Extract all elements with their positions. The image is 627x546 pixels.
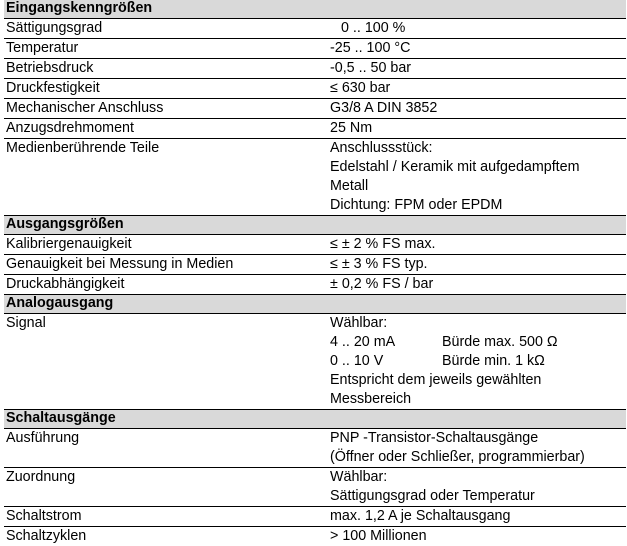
row-label: Zuordnung <box>6 469 76 485</box>
table-row <box>4 79 626 99</box>
value-line: Messbereich <box>330 391 412 407</box>
row-value: ± 0,2 % FS / bar <box>330 276 434 292</box>
row-label: Mechanischer Anschluss <box>6 100 164 116</box>
row-label: Schaltzyklen <box>6 528 87 544</box>
row-label: Schaltstrom <box>6 508 82 524</box>
row-label: Medienberührende Teile <box>6 140 160 156</box>
row-label: Druckfestigkeit <box>6 80 100 96</box>
table-row <box>4 119 626 139</box>
signal-option <box>330 333 626 352</box>
row-value: 25 Nm <box>330 120 373 136</box>
signal-load: Bürde min. 1 kΩ <box>442 353 545 369</box>
value-line: (Öffner oder Schließer, programmierbar) <box>330 449 585 465</box>
table-row <box>4 99 626 119</box>
value-line: Wählbar: <box>330 469 388 485</box>
table-row <box>4 235 626 255</box>
signal-load: Bürde max. 500 Ω <box>442 334 558 350</box>
table-row <box>4 139 626 216</box>
table-row <box>4 507 626 527</box>
row-value <box>327 429 626 467</box>
row-label: Druckabhängigkeit <box>6 276 125 292</box>
table-row <box>4 275 626 295</box>
table-row <box>4 39 626 59</box>
table-row <box>4 468 626 507</box>
row-value: ≤ ± 3 % FS typ. <box>330 256 428 272</box>
row-value <box>327 139 626 215</box>
row-label: Genauigkeit bei Messung in Medien <box>6 256 234 272</box>
row-value: -25 .. 100 °C <box>330 40 411 56</box>
row-value: -0,5 .. 50 bar <box>330 60 412 76</box>
table-row <box>4 255 626 275</box>
value-line: Entspricht dem jeweils gewählten <box>330 372 542 388</box>
row-value <box>327 314 626 409</box>
table-row <box>4 429 626 468</box>
row-label: Kalibriergenauigkeit <box>6 236 132 252</box>
row-label: Sättigungsgrad <box>6 20 103 36</box>
table-row <box>4 314 626 410</box>
row-label: Temperatur <box>6 40 79 56</box>
value-line: Metall <box>330 178 369 194</box>
row-value: > 100 Millionen <box>330 528 427 544</box>
signal-option <box>330 352 626 371</box>
signal-range: 4 .. 20 mA <box>330 334 396 350</box>
value-line: Edelstahl / Keramik mit aufgedampftem <box>330 159 580 175</box>
row-value <box>327 468 626 506</box>
spec-table <box>4 0 626 546</box>
table-row <box>4 59 626 79</box>
value-line: PNP -Transistor-Schaltausgänge <box>330 430 539 446</box>
section-title-ausgangsgroessen: Ausgangsgrößen <box>4 216 626 235</box>
row-label: Betriebsdruck <box>6 60 94 76</box>
table-row <box>4 527 626 546</box>
value-line: Dichtung: FPM oder EPDM <box>330 197 503 213</box>
signal-range: 0 .. 10 V <box>330 353 384 369</box>
row-label: Signal <box>6 315 46 331</box>
row-label: Anzugsdrehmoment <box>6 120 134 136</box>
section-title-eingangskenngroessen: Eingangskenngrößen <box>4 0 626 19</box>
section-title-analogausgang: Analogausgang <box>4 295 626 314</box>
value-line: Sättigungsgrad oder Temperatur <box>330 488 535 504</box>
row-value: max. 1,2 A je Schaltausgang <box>330 508 511 524</box>
row-value: ≤ ± 2 % FS max. <box>330 236 436 252</box>
row-value: ≤ 630 bar <box>330 80 391 96</box>
row-label: Ausführung <box>6 430 80 446</box>
row-value: G3/8 A DIN 3852 <box>330 100 438 116</box>
row-value: 0 .. 100 % <box>341 20 406 36</box>
value-line: Anschlussstück: <box>330 140 433 156</box>
table-row <box>4 19 626 39</box>
value-line: Wählbar: <box>330 315 388 331</box>
section-title-schaltausgaenge: Schaltausgänge <box>4 410 626 429</box>
